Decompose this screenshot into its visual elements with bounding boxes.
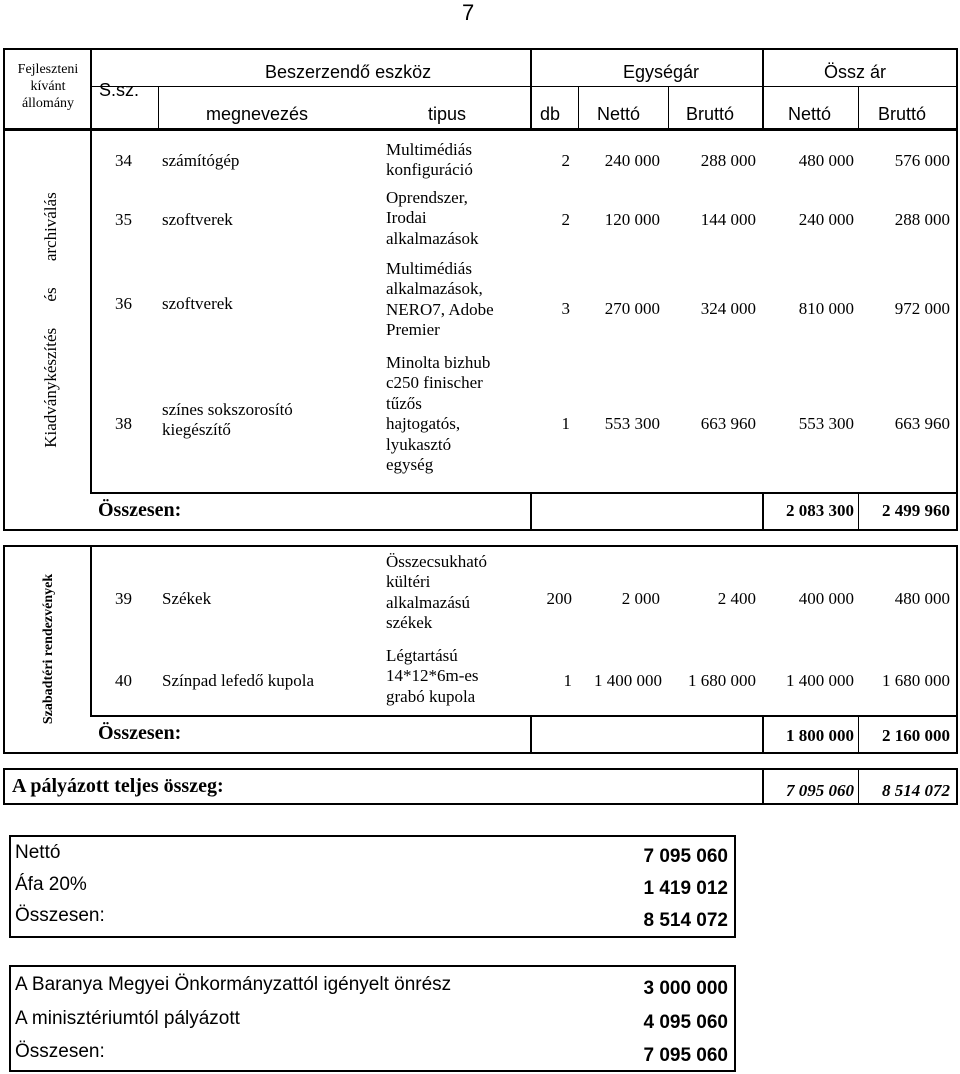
- grand-total-label: A pályázott teljes összeg:: [12, 775, 224, 797]
- row-gross: 144 000: [700, 210, 756, 229]
- funding-total-value: 7 095 060: [643, 1045, 728, 1066]
- row-net: 553 300: [604, 414, 660, 433]
- summary-vat-label: Áfa 20%: [15, 874, 87, 895]
- row-qty: 3: [561, 299, 570, 318]
- row-qty: 1: [563, 671, 572, 690]
- row-total-gross: 1 680 000: [882, 671, 950, 690]
- row-total-gross: 972 000: [894, 299, 950, 318]
- row-gross: 324 000: [700, 299, 756, 318]
- row-type: Oprendszer, Irodai alkalmazások: [386, 188, 479, 248]
- row-qty: 2: [561, 151, 570, 170]
- row-gross: 288 000: [700, 151, 756, 170]
- row-name: színes sokszorosító kiegészítő: [162, 400, 293, 440]
- row-name: számítógép: [162, 151, 240, 170]
- section1-total-net: 2 083 300: [786, 501, 854, 520]
- row-type: Légtartású 14*12*6m-es grabó kupola: [386, 646, 479, 706]
- row-type: Multimédiás alkalmazások, NERO7, Adobe Premier: [386, 259, 494, 340]
- header-ssz: S.sz.: [99, 80, 140, 100]
- row-total-net: 240 000: [798, 210, 854, 229]
- row-net: 240 000: [604, 151, 660, 170]
- section2-total-label: Összesen:: [98, 722, 182, 744]
- summary-net-value: 7 095 060: [643, 846, 728, 867]
- funding-county-label: A Baranya Megyei Önkormányzattól igényelt önrész: [15, 974, 452, 995]
- row-name: Színpad lefedő kupola: [162, 671, 315, 690]
- section2-total-gross: 2 160 000: [882, 726, 950, 745]
- header-gross-unit: Bruttó: [686, 104, 735, 124]
- header-name: megnevezés: [206, 104, 309, 124]
- row-gross: 1 680 000: [688, 671, 756, 690]
- row-gross: 2 400: [717, 589, 756, 608]
- section2-total-net: 1 800 000: [786, 726, 854, 745]
- header-total-price: Össz ár: [824, 62, 887, 82]
- row-name: szoftverek: [162, 210, 233, 229]
- row-ssz: 36: [115, 294, 132, 313]
- page-number: 7: [462, 0, 475, 25]
- row-qty: 1: [561, 414, 570, 433]
- row-type: Minolta bizhub c250 finischer tűzős hajtogatós, lyukasztó egység: [386, 353, 491, 474]
- funding-county-value: 3 000 000: [643, 978, 728, 999]
- grand-total-gross: 8 514 072: [882, 781, 950, 800]
- row-total-gross: 576 000: [894, 151, 950, 170]
- row-total-net: 1 400 000: [786, 671, 854, 690]
- row-total-gross: 288 000: [894, 210, 950, 229]
- row-ssz: 35: [115, 210, 132, 229]
- row-net: 2 000: [621, 589, 660, 608]
- section2-label: Szabadtéri rendezvények: [41, 573, 56, 725]
- summary-total-value: 8 514 072: [643, 910, 728, 931]
- header-net-total: Nettó: [788, 104, 832, 124]
- header-asset: Beszerzendő eszköz: [265, 62, 432, 82]
- row-total-net: 480 000: [798, 151, 854, 170]
- row-net: 270 000: [604, 299, 660, 318]
- section1-label: Kiadványkészítés és archiválás: [41, 192, 60, 448]
- summary-total-label: Összesen:: [15, 905, 105, 926]
- header-unit-price: Egységár: [623, 62, 700, 82]
- header-net-unit: Nettó: [597, 104, 641, 124]
- row-total-gross: 663 960: [894, 414, 950, 433]
- row-ssz: 38: [115, 414, 132, 433]
- row-total-net: 400 000: [798, 589, 854, 608]
- row-qty: 200: [546, 589, 572, 608]
- row-ssz: 34: [115, 151, 132, 170]
- row-ssz: 40: [115, 671, 132, 690]
- section1-total-label: Összesen:: [98, 499, 182, 521]
- row-total-net: 553 300: [798, 414, 854, 433]
- row-total-gross: 480 000: [894, 589, 950, 608]
- header-dev-label: Fejleszteni kívánt állomány: [17, 62, 79, 111]
- header-type: tipus: [428, 104, 467, 124]
- funding-total-label: Összesen:: [15, 1041, 105, 1062]
- row-net: 120 000: [604, 210, 660, 229]
- row-gross: 663 960: [700, 414, 756, 433]
- row-ssz: 39: [115, 589, 132, 608]
- row-type: Multimédiás konfiguráció: [386, 140, 473, 180]
- summary-net-label: Nettó: [15, 842, 61, 863]
- grand-total-net: 7 095 060: [786, 781, 854, 800]
- row-name: Székek: [162, 589, 212, 608]
- summary-vat-value: 1 419 012: [643, 878, 728, 899]
- funding-ministry-value: 4 095 060: [643, 1012, 728, 1033]
- row-type: Összecsukható kültéri alkalmazású székek: [386, 552, 488, 633]
- funding-ministry-label: A minisztériumtól pályázott: [15, 1008, 240, 1029]
- row-qty: 2: [561, 210, 570, 229]
- row-total-net: 810 000: [798, 299, 854, 318]
- header-gross-total: Bruttó: [878, 104, 927, 124]
- row-net: 1 400 000: [594, 671, 662, 690]
- section1-total-gross: 2 499 960: [882, 501, 950, 520]
- header-qty: db: [540, 104, 561, 124]
- row-name: szoftverek: [162, 294, 233, 313]
